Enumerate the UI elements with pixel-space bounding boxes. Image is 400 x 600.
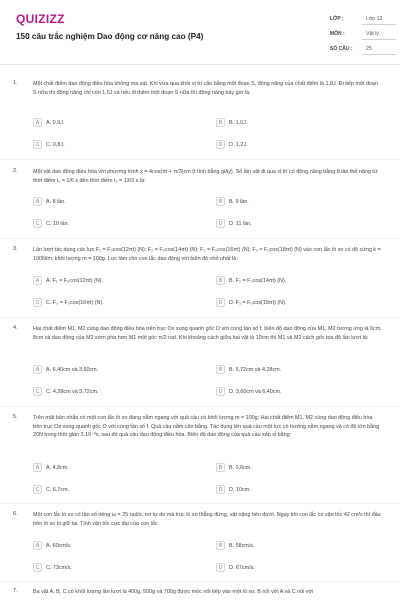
option-letter-box: C xyxy=(33,219,42,228)
meta-value: 25 xyxy=(362,45,396,55)
option-letter-box: C xyxy=(33,387,42,396)
option-d[interactable] xyxy=(216,562,255,573)
option-text: B. 1,0J. xyxy=(229,119,248,126)
option-letter-box: D xyxy=(216,563,225,572)
option-text: D. 11 lần. xyxy=(229,220,252,227)
option-letter-box: C xyxy=(33,298,42,307)
option-a[interactable] xyxy=(33,462,69,473)
question-number: 7. xyxy=(13,588,18,594)
question-number: 4. xyxy=(13,325,18,331)
option-a[interactable] xyxy=(33,364,98,375)
question-divider xyxy=(0,317,400,318)
option-text: D. F₁ = F₀cos(18πt) (N). xyxy=(229,299,287,306)
option-text: C. F₃ = F₀cos(16πt) (N). xyxy=(46,299,104,306)
option-text: A. 6,40cm và 3,60cm. xyxy=(46,366,99,373)
option-text: B. 9 lần. xyxy=(229,198,249,205)
option-letter-box: D xyxy=(216,140,225,149)
option-text: C. 10 lần. xyxy=(46,220,70,227)
option-letter-box: C xyxy=(33,140,42,149)
question-number: 6. xyxy=(13,511,18,517)
question-divider xyxy=(0,406,400,407)
option-letter-box: B xyxy=(216,541,225,550)
option-letter-box: B xyxy=(216,197,225,206)
option-d[interactable] xyxy=(216,139,248,150)
option-c[interactable] xyxy=(33,139,65,150)
option-text: D. 10cm. xyxy=(229,486,251,493)
worksheet-meta xyxy=(330,15,396,60)
option-a[interactable] xyxy=(33,117,64,128)
question-text: Hai chất điểm M1, M2 cùng dao động điều hòa trên trục Ox xung quanh gốc O với cùng tần số f, biên độ dao động của M1, M2 tương ứng là 6cm, 8cm và dao động của M2 sớm pha hơn M1 một góc π/2 rad. Khi khoảng cách giữa hai vật là 10cm thì M1 và M2 cách gốc tọa độ lần lượt là: xyxy=(33,326,382,341)
option-text: C. 4,28cm và 5,72cm. xyxy=(46,388,99,395)
option-letter-box: D xyxy=(216,219,225,228)
meta-label: SỐ CÂU : xyxy=(330,46,353,52)
option-d[interactable] xyxy=(216,297,286,308)
option-a[interactable] xyxy=(33,540,71,551)
meta-value: Lớp 12 xyxy=(362,15,396,25)
option-d[interactable] xyxy=(216,484,251,495)
option-text: C. 6,7cm. xyxy=(46,486,70,493)
option-text: B. 58cm/s. xyxy=(229,542,255,549)
option-text: C. 73cm/s. xyxy=(46,564,72,571)
question-divider xyxy=(0,238,400,239)
question-text: Trên mặt bàn nhẵn có một con lắc lò xo đang nằm ngang với quả cầu có khối lượng m = 100g; Hai chất điểm M1, M2 cùng dao động điều hòa trên trục Ox xung quanh gốc O với cùng tần số f. Quả cầu nằm cân bằng. Tác dụng lên quả cầu một lực có hướng nằm ngang và có độ lớn bằng 20N trong thời gian 3.10⁻³s, sau đó quả cầu dao động điều hòa. Biên độ dao động của quả cầu xấp xỉ bằng: xyxy=(33,415,380,439)
meta-value: Vật lý xyxy=(362,30,396,40)
option-text: A. 0,9J. xyxy=(46,119,65,126)
option-c[interactable] xyxy=(33,484,69,495)
option-a[interactable] xyxy=(33,275,103,286)
meta-label: LỚP : xyxy=(330,16,344,22)
question-text: Lần lượt tác dụng các lực F₁ = F₀cos(12πt) (N); F₂ = F₀cos(14πt) (N); F₃ = F₀cos(16πt) (N); F₄ = F₀cos(18πt) (N) vào con lắc lò xo có độ cứng k = 100N/m; khối lượng m = 100g. Lực làm cho con lắc dao động với biên độ nhỏ nhất là: xyxy=(33,247,381,262)
option-b[interactable] xyxy=(216,364,281,375)
option-c[interactable] xyxy=(33,297,104,308)
option-letter-box: B xyxy=(216,118,225,127)
option-d[interactable] xyxy=(216,218,252,229)
option-b[interactable] xyxy=(216,117,247,128)
question-number: 1. xyxy=(13,80,18,86)
option-text: B. 5,72cm và 4,28cm. xyxy=(229,366,282,373)
option-letter-box: A xyxy=(33,541,42,550)
option-b[interactable] xyxy=(216,275,286,286)
option-letter-box: A xyxy=(33,118,42,127)
question-number: 5. xyxy=(13,414,18,420)
option-letter-box: D xyxy=(216,387,225,396)
question-number: 2. xyxy=(13,168,18,174)
option-c[interactable] xyxy=(33,218,69,229)
question-text: Một chất điểm dao động điều hòa không ma sát. Khi vừa qua khỏi vị trí cân bằng một đoạn S, động năng của chất điểm là 1,8J. Đi tiếp một đoạn S nữa thì động năng chỉ còn 1,5J và nếu đi thêm một đoạn S nữa thì động năng bây giờ là: xyxy=(33,81,378,96)
option-letter-box: A xyxy=(33,197,42,206)
option-b[interactable] xyxy=(216,196,249,207)
option-letter-box: D xyxy=(216,298,225,307)
worksheet-title: 150 câu trắc nghiệm Dao động cơ nâng cao (P4) xyxy=(16,32,204,41)
option-letter-box: A xyxy=(33,276,42,285)
option-letter-box: D xyxy=(216,485,225,494)
option-c[interactable] xyxy=(33,562,72,573)
meta-question-count xyxy=(330,45,396,60)
option-text: A. 4,8cm. xyxy=(46,464,69,471)
option-a[interactable] xyxy=(33,196,66,207)
option-letter-box: B xyxy=(216,276,225,285)
question-number: 3. xyxy=(13,246,18,252)
option-text: C. 0,8J. xyxy=(46,141,65,148)
option-letter-box: C xyxy=(33,485,42,494)
worksheet-header xyxy=(0,0,400,65)
option-b[interactable] xyxy=(216,540,254,551)
question-divider xyxy=(0,581,400,582)
option-text: B. F₂ = F₀cos(14πt) (N). xyxy=(229,277,287,284)
option-text: A. 8 lần. xyxy=(46,198,66,205)
option-text: D. 1,2J. xyxy=(229,141,248,148)
question-text: Ba vật A, B, C có khối lượng lần lượt là 400g, 500g và 700g được móc nối tiếp vào một lò xo, B nối với A và C nối với xyxy=(33,589,314,595)
option-text: D. 67cm/s. xyxy=(229,564,255,571)
question-divider xyxy=(0,503,400,504)
question-text: Một vật dao động điều hòa với phương trình x = 4cos(πt + π/3)cm (t tính bằng giây). Số lần vật đi qua vị trí có động năng bằng 8 lần thế năng từ thời điểm t₁ = 1/6 s đến thời điểm t₂ = 13/3 s là: xyxy=(33,169,378,184)
option-b[interactable] xyxy=(216,462,252,473)
option-letter-box: B xyxy=(216,365,225,374)
meta-class xyxy=(330,15,396,30)
option-letter-box: B xyxy=(216,463,225,472)
question-divider xyxy=(0,159,400,160)
option-letter-box: A xyxy=(33,463,42,472)
option-text: A. F₁ = F₀cos(12πt) (N). xyxy=(46,277,104,284)
question-7 xyxy=(0,588,400,600)
option-text: A. 60cm/s. xyxy=(46,542,72,549)
option-c[interactable] xyxy=(33,386,98,397)
option-letter-box: C xyxy=(33,563,42,572)
option-letter-box: A xyxy=(33,365,42,374)
quizizz-logo: QUIZIZZ xyxy=(16,12,65,26)
meta-label: MÔN : xyxy=(330,31,345,37)
option-text: B. 0,6cm. xyxy=(229,464,252,471)
option-text: D. 3,60cm và 6,40cm. xyxy=(229,388,282,395)
option-d[interactable] xyxy=(216,386,281,397)
question-text: Một con lắc lò xo có tần số riêng ω = 25 rad/s, rơi tự do mà trục lò xo thẳng đứng, vật nặng bên dưới. Ngay khi con lắc có vận tốc 42 cm/s thì đầu trên lò xo bị giữ lại. Tính vận tốc cực đại của con lắc. xyxy=(33,512,381,527)
meta-subject xyxy=(330,30,396,45)
